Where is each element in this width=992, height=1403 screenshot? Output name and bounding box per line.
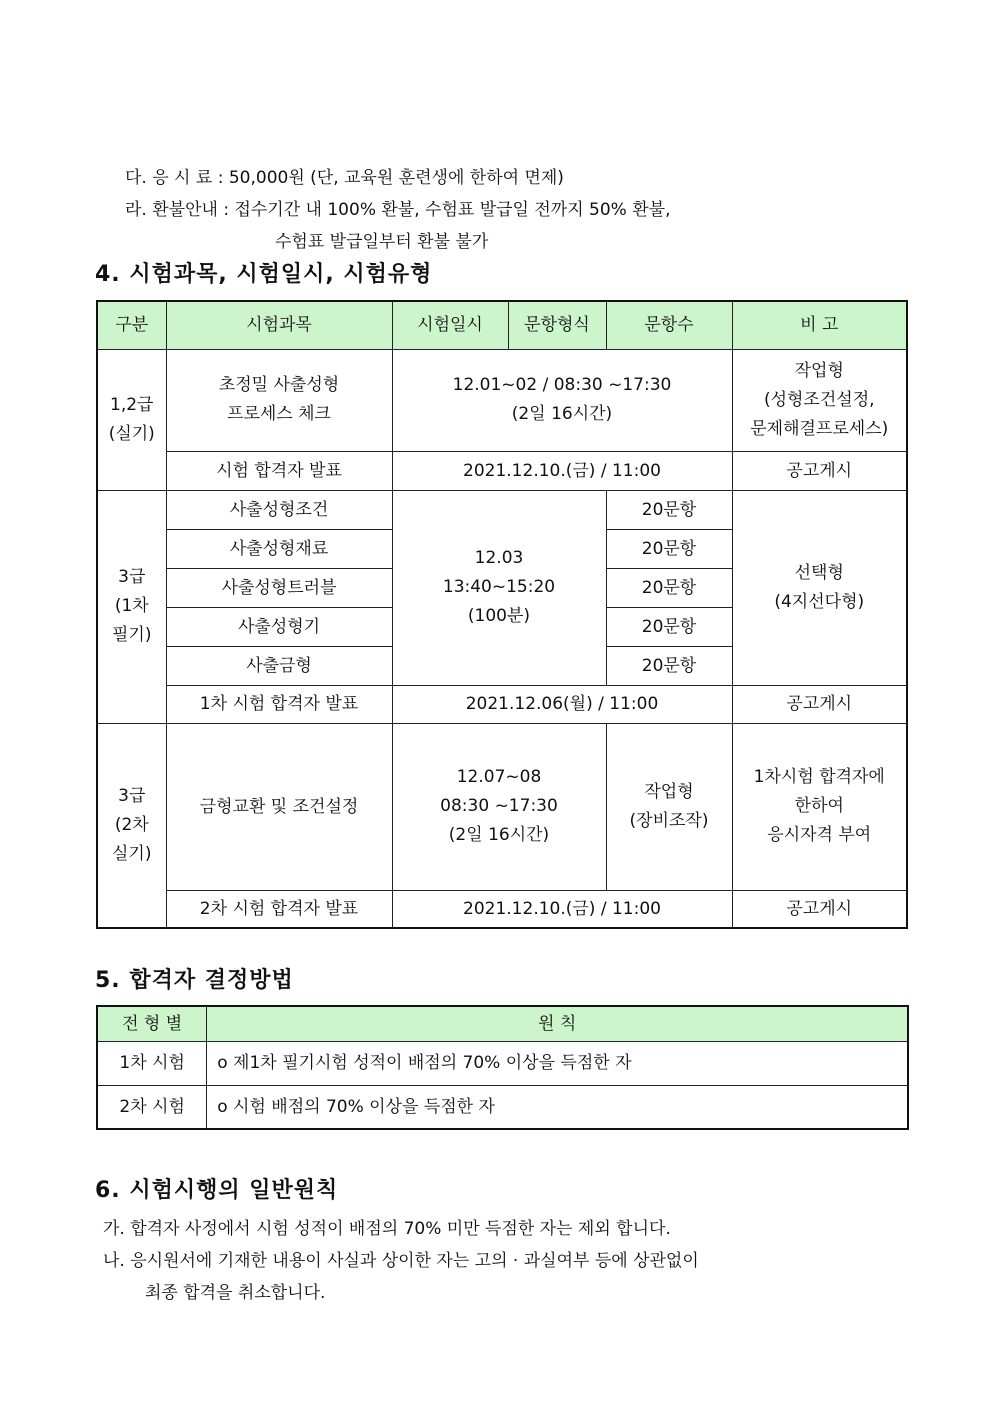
header-group: 구분: [97, 301, 166, 349]
grade3p-datetime: 12.07~08 08:30 ~17:30 (2일 16시간): [392, 723, 606, 890]
grade12-note: 작업형 (성형조건설정, 문제해결프로세스): [732, 349, 907, 451]
criteria-type: 1차 시험: [97, 1041, 207, 1085]
header-count: 문항수: [606, 301, 732, 349]
grade3w-count: 20문항: [606, 646, 732, 685]
grade3w-subject: 사출성형트러블: [166, 568, 392, 607]
grade12-group: 1,2급 (실기): [97, 349, 166, 490]
grade12-announce-note: 공고게시: [732, 451, 907, 490]
header-note: 비 고: [732, 301, 907, 349]
grade3w-subject: 사출성형재료: [166, 529, 392, 568]
grade3p-announce-label: 2차 시험 합격자 발표: [166, 890, 392, 928]
principle-item-1: 가. 합격자 사정에서 시험 성적이 배점의 70% 미만 득점한 자는 제외 합니다.: [103, 1219, 671, 1239]
criteria-header-row: [97, 1006, 908, 1041]
header-format: 문항형식: [508, 301, 606, 349]
grade3p-subject: 금형교환 및 조건설정: [166, 723, 392, 890]
grade12-announce-date: 2021.12.10.(금) / 11:00: [392, 451, 732, 490]
grade12-subject: 초정밀 사출성형 프로세스 체크: [166, 349, 392, 451]
grade3p-group: 3급 (2차 실기): [97, 723, 166, 928]
grade3w-announce-date: 2021.12.06(월) / 11:00: [392, 685, 732, 723]
schedule-header-row: [97, 301, 907, 349]
principle-item-2-line-2: 최종 합격을 취소합니다.: [145, 1283, 326, 1303]
grade12-row: [97, 349, 907, 451]
grade3w-count: 20문항: [606, 529, 732, 568]
grade3w-subject: 사출금형: [166, 646, 392, 685]
grade3p-row: [97, 723, 907, 890]
grade12-announce-label: 시험 합격자 발표: [166, 451, 392, 490]
grade3w-announce-row: [97, 685, 907, 723]
fee-line: 다. 응 시 료 : 50,000원 (단, 교육원 훈련생에 한하여 면제): [125, 168, 564, 188]
grade3w-datetime: 12.03 13:40~15:20 (100분): [392, 490, 606, 685]
criteria-type: 2차 시험: [97, 1085, 207, 1129]
criteria-rule: o 시험 배점의 70% 이상을 득점한 자: [207, 1085, 908, 1129]
grade3w-subject: 사출성형조건: [166, 490, 392, 529]
grade3p-announce-row: [97, 890, 907, 928]
grade12-datetime: 12.01~02 / 08:30 ~17:30 (2일 16시간): [392, 349, 732, 451]
section5-title: 5. 합격자 결정방법: [95, 968, 294, 993]
criteria-row: [97, 1085, 908, 1129]
grade3p-format: 작업형 (장비조작): [606, 723, 732, 890]
grade3w-subject: 사출성형기: [166, 607, 392, 646]
section4-title: 4. 시험과목, 시험일시, 시험유형: [95, 262, 433, 287]
grade3p-announce-note: 공고게시: [732, 890, 907, 928]
refund-line-2: 수험표 발급일부터 환불 불가: [275, 232, 489, 252]
grade3w-row-1: [97, 490, 907, 529]
grade3w-count: 20문항: [606, 568, 732, 607]
criteria-table: [96, 1005, 909, 1130]
criteria-header-rule: 원 칙: [207, 1006, 908, 1041]
grade3w-count: 20문항: [606, 607, 732, 646]
refund-line-1: 라. 환불안내 : 접수기간 내 100% 환불, 수험표 발급일 전까지 50% 환불,: [125, 200, 671, 220]
grade3w-count: 20문항: [606, 490, 732, 529]
principle-item-2-line-1: 나. 응시원서에 기재한 내용이 사실과 상이한 자는 고의 · 과실여부 등에 상관없이: [103, 1251, 699, 1271]
grade3w-announce-note: 공고게시: [732, 685, 907, 723]
criteria-header-type: 전 형 별: [97, 1006, 207, 1041]
header-datetime: 시험일시: [392, 301, 508, 349]
grade3p-announce-date: 2021.12.10.(금) / 11:00: [392, 890, 732, 928]
grade3p-note: 1차시험 합격자에 한하여 응시자격 부여: [732, 723, 907, 890]
grade3w-announce-label: 1차 시험 합격자 발표: [166, 685, 392, 723]
schedule-table: [96, 300, 908, 929]
criteria-row: [97, 1041, 908, 1085]
grade3w-group: 3급 (1차 필기): [97, 490, 166, 723]
header-subject: 시험과목: [166, 301, 392, 349]
section6-title: 6. 시험시행의 일반원칙: [95, 1178, 339, 1203]
grade12-announce-row: [97, 451, 907, 490]
grade3w-note: 선택형 (4지선다형): [732, 490, 907, 685]
criteria-rule: o 제1차 필기시험 성적이 배점의 70% 이상을 득점한 자: [207, 1041, 908, 1085]
